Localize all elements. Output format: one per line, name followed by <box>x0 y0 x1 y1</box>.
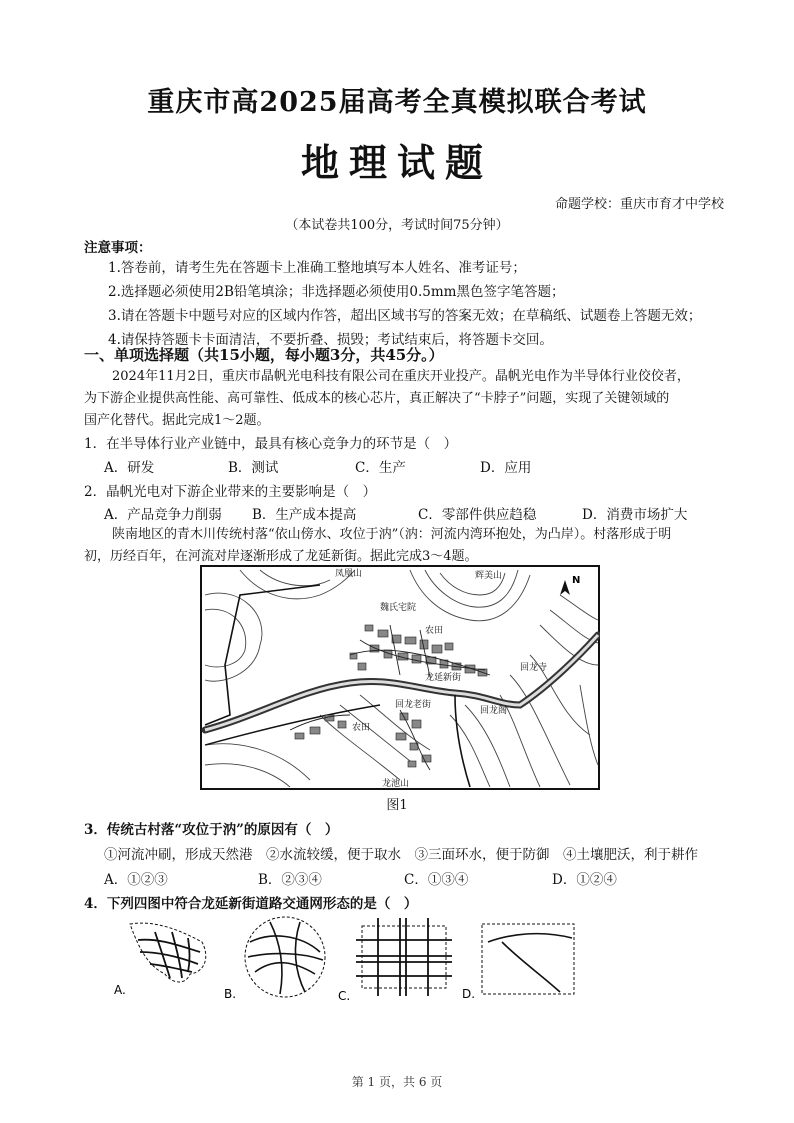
option-a: A．研发 <box>104 460 155 476</box>
option-c: C．生产 <box>355 460 406 476</box>
label-new-street: 龙延新街 <box>425 673 462 683</box>
road-network-options <box>110 912 590 1004</box>
option-c-diagram <box>356 918 452 996</box>
page-footer: 第 1 页，共 6 页 <box>351 1075 443 1089</box>
option-a-diagram <box>130 923 206 982</box>
question-4-stem: 4．下列四图中符合龙延新街道路交通网形态的是（ ） <box>84 896 418 912</box>
question-2-options <box>0 503 794 523</box>
passage-line: 国产化替代。据此完成1～2题。 <box>84 413 270 428</box>
label-huimei-mountain: 辉美山 <box>475 571 503 581</box>
passage-line: 初，历经百年，在河流对岸逐渐形成了龙延新街。据此完成3～4题。 <box>84 549 478 564</box>
exam-title: 重庆市高2025届高考全真模拟联合考试 <box>147 87 647 118</box>
label-wei-residence: 魏氏宅院 <box>380 603 417 613</box>
label-farmland-2: 农田 <box>352 723 371 733</box>
notice-item: 3.请在答题卡中题号对应的区域内作答，超出区域书写的答案无效；在草稿纸、试题卷上答题无效； <box>108 308 702 324</box>
question-3-options <box>0 868 794 888</box>
question-2-stem: 2．晶帆光电对下游企业带来的主要影响是（ ） <box>84 484 377 500</box>
question-1-stem: 1．在半导体行业产业链中，最具有核心竞争力的环节是（ ） <box>84 436 458 452</box>
option-a: A．①②③ <box>104 872 168 888</box>
notice-list <box>108 256 701 352</box>
option-b: B．②③④ <box>258 872 322 888</box>
option-b: B．测试 <box>228 460 279 476</box>
option-b-label: B. <box>224 987 237 1001</box>
setter-school: 命题学校：重庆市育才中学校 <box>554 197 724 212</box>
option-a-label: A. <box>114 983 126 997</box>
option-c: C．①③④ <box>404 872 469 888</box>
figure-caption: 图1 <box>386 798 408 813</box>
label-fenghuang-mountain: 凤凰山 <box>335 569 363 579</box>
question-3-reasons: ①河流冲刷，形成天然港 ②水流较缓，便于取水 ③三面环水，便于防御 ④土壤肥沃，利于耕作 <box>104 847 698 863</box>
section-heading: 一、单项选择题（共15小题，每小题3分，共45分。） <box>84 346 444 364</box>
option-c: C．零部件供应趋稳 <box>418 507 537 523</box>
notice-item: 4.请保持答题卡卡面清洁，不要折叠、损毁；考试结束后，将答题卡交回。 <box>108 332 553 348</box>
topographic-map <box>200 565 600 790</box>
subject-title: 地理试题 <box>300 140 493 185</box>
option-d: D．消费市场扩大 <box>582 507 688 523</box>
north-label: N <box>572 575 581 586</box>
notice-item: 2.选择题必须使用2B铅笔填涂；非选择题必须使用0.5mm黑色签字笔答题； <box>108 284 565 300</box>
option-d-diagram <box>482 924 574 994</box>
option-d-label: D. <box>462 987 476 1001</box>
exam-info: （本试卷共100分，考试时间75分钟） <box>285 218 509 233</box>
label-temple: 回龙寺 <box>520 663 548 673</box>
map-frame <box>201 566 599 789</box>
passage-line: 2024年11月2日，重庆市晶帆光电科技有限公司在重庆开业投产。晶帆光电作为半导体行业佼佼者， <box>112 369 690 384</box>
passage-2 <box>84 524 714 568</box>
passage-1 <box>84 366 714 432</box>
option-d: D．应用 <box>480 460 532 476</box>
notice-heading: 注意事项： <box>84 240 152 256</box>
option-d: D．①②④ <box>552 872 617 888</box>
option-b: B．生产成本提高 <box>252 507 357 523</box>
question-3-stem: 3．传统古村落“攻位于汭”的原因有（ ） <box>84 822 339 838</box>
label-longchi-mountain: 龙池山 <box>382 779 410 789</box>
question-1-options <box>0 456 794 476</box>
option-a: A．产品竞争力削弱 <box>104 507 222 523</box>
label-old-street: 回龙老街 <box>395 700 432 710</box>
passage-line: 陕南地区的青木川传统村落“依山傍水、攻位于汭”（汭：河流内湾环抱处，为凸岸）。村落形成于明 <box>112 527 672 542</box>
option-b-diagram <box>245 917 325 997</box>
passage-line: 为下游企业提供高性能、高可靠性、低成本的核心芯片，真正解决了“卡脖子”问题，实现了关键领域的 <box>84 391 670 406</box>
option-c-label: C. <box>338 989 351 1003</box>
label-farmland-1: 农田 <box>425 626 444 636</box>
notice-item: 1.答卷前，请考生先在答题卡上准确工整地填写本人姓名、准考证号； <box>108 260 526 276</box>
label-pavilion: 回龙阁 <box>480 706 508 716</box>
